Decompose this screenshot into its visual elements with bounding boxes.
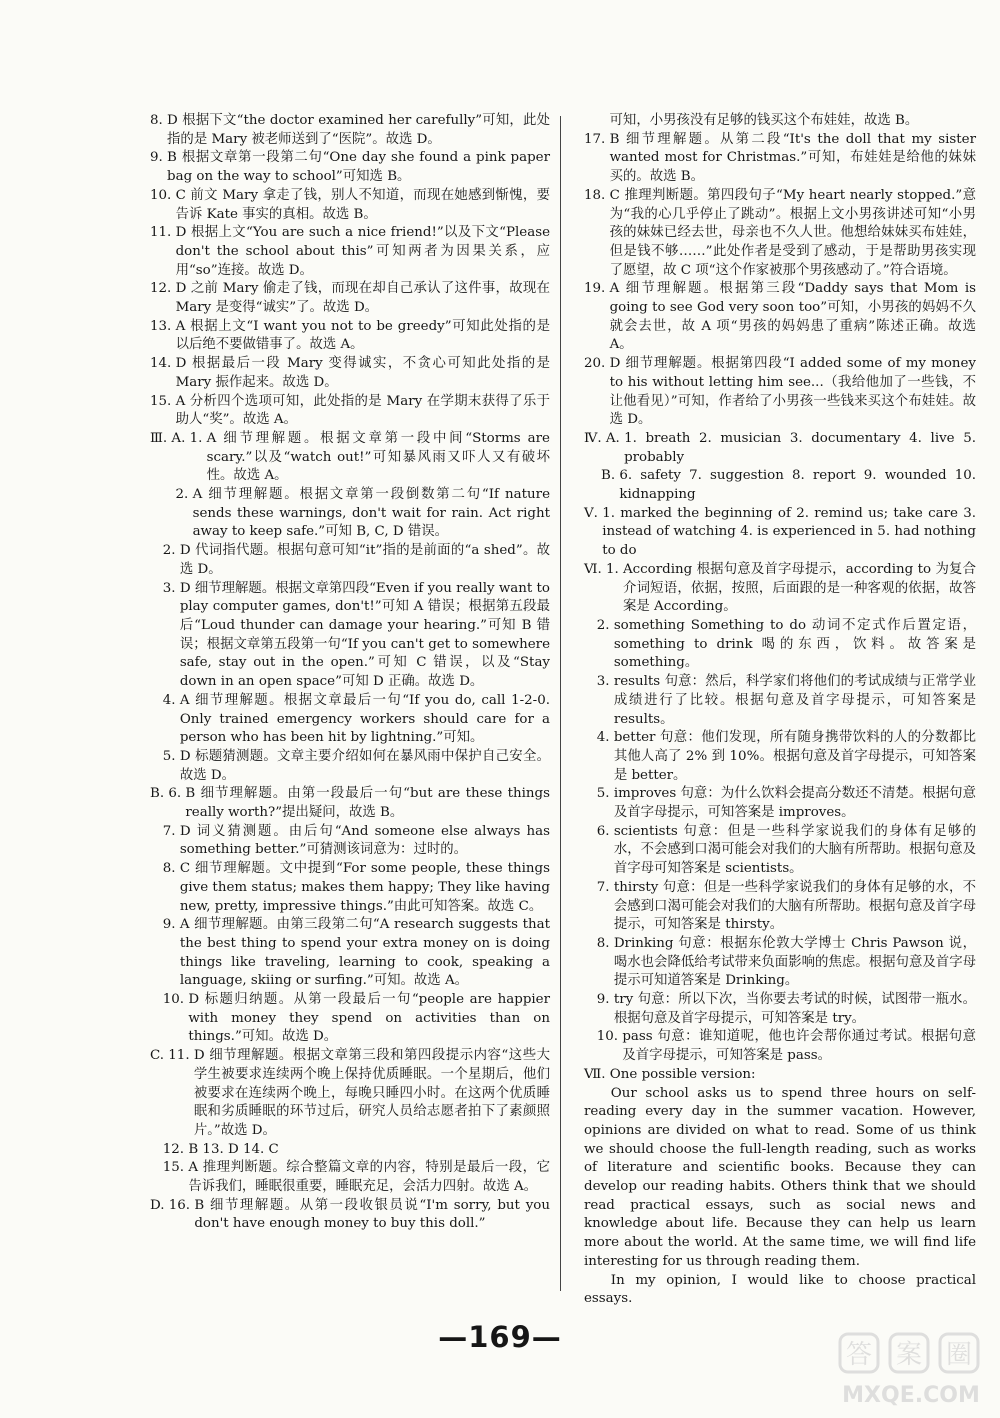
answer-entry (150, 785, 550, 822)
answer-marker: 4. (584, 730, 614, 746)
left-answer-column (150, 112, 550, 1234)
answer-marker: 3. (150, 580, 180, 596)
answer-text: One possible version: (609, 1066, 756, 1082)
answer-entry (584, 467, 976, 504)
answer-text: A 推理判断题。综合整篇文章的内容，特别是最后一段，它告诉我们，睡眠很重要，睡眠充足，会活力四射。故选 A。 (188, 1160, 550, 1195)
answer-entry (150, 280, 550, 317)
answer-marker: 15. (150, 1160, 189, 1176)
answer-marker: Ⅲ. A. 1. (150, 430, 207, 446)
answer-entry (150, 916, 550, 991)
answer-marker: 9. (150, 917, 180, 933)
answer-text: D 细节理解题。根据文章第三段和第四段提示内容“这些大学生被要求连续两个晚上保持优质睡眠。一个星期后，他们被要求在连续两个晚上，每晚只睡四小时。在这两个优质睡眠和劣质睡眠的环节过后，研究人员给志愿者拍下了素颜照片。”故选 D。 (193, 1048, 550, 1138)
answer-entry (584, 131, 976, 187)
answer-text: B 细节理解题。从第二段“It's the doll that my sister wanted most for Christmas.”可知，布娃娃是给他的妹妹买的。故选 B。 (609, 131, 976, 185)
answer-text: Drinking 句意：根据东伦敦大学博士 Chris Pawson 说，喝水也会降低给考试带来负面影响的焦虑。根据句意及首字母提示可知道答案是 Drinking。 (613, 935, 976, 989)
answer-text: scientists 句意：但是一些科学家说我们的身体有足够的水，不会感到口渴可能会对我们的大脑有所帮助。根据句意及首字母可知答案是 scientists。 (613, 823, 976, 877)
answer-entry (584, 823, 976, 879)
answer-entry (150, 1197, 550, 1234)
essay-paragraph: In my opinion, I would like to choose practical essays. (584, 1272, 976, 1307)
watermark-domain: MXQE.COM (842, 1383, 980, 1408)
watermark-graphic (836, 1330, 986, 1410)
answer-text: A 细节理解题。由第三段第二句“A research suggests that the best thing to spend your extra money on is doing things like traveling, learning to cook, speaking a language, skiing or surfing.”可知。故选 A。 (179, 917, 550, 989)
answer-marker: 3. (584, 674, 614, 690)
answer-text: D 标题猜测题。文章主要介绍如何在暴风雨中保护自己安全。故选 D。 (179, 748, 550, 783)
answer-text: B 根据文章第一段第二句“One day she found a pink paper bag on the way to school”可知选 B。 (167, 150, 550, 185)
answer-entry (584, 1066, 976, 1085)
watermark-char-2: 案 (895, 1340, 923, 1370)
answer-entry (584, 991, 976, 1028)
answer-entry (150, 1141, 550, 1160)
answer-text: D 根据下文“the doctor examined her carefully”可知，此处指的是 Mary 被老师送到了“医院”。故选 D。 (167, 113, 550, 147)
answer-text: A 根据上文“I want you not to be greedy”可知此处指的是以后绝不要做错事了。故选 A。 (175, 318, 550, 353)
answer-marker: 4. (150, 692, 180, 708)
answer-entry (584, 673, 976, 729)
answer-entry (584, 355, 976, 430)
answer-text: A 细节理解题。根据第三段“Daddy says that Mom is going to see God very soon too”可知，小男孩的妈妈不久就会去世，故 A 项“男孩的妈妈患了重病”陈述正确。故选 A。 (609, 281, 976, 353)
answer-text: A 分析四个选项可知，此处指的是 Mary 在学期末获得了乐于助人“奖”。故选 A。 (175, 393, 550, 428)
answer-text: 可知，小男孩没有足够的钱买这个布娃娃，故选 B。 (609, 113, 919, 128)
answer-marker: 10. (150, 187, 176, 203)
page-number: —169— (438, 1320, 562, 1354)
answer-entry (150, 224, 550, 280)
answer-text: 1. marked the beginning of 2. remind us; take care 3. instead of watching 4. is experienced in 5. had nothing to do (602, 505, 976, 559)
answer-text: results 句意：然后，科学家们将他们的考试成绩与正常学业成绩进行了比较。根据句意及首字母提示，可知答案是 results。 (613, 674, 976, 727)
answer-marker: 8. (150, 861, 180, 877)
answer-entry (584, 935, 976, 991)
answer-marker: 5. (584, 786, 614, 802)
answer-text: D 标题归纳题。从第一段最后一句“people are happier with money they spend on activities than on things.”可知。故选 D。 (188, 992, 550, 1045)
answer-entry (150, 748, 550, 785)
answer-entry (150, 355, 550, 392)
answer-marker: Ⅴ. (584, 505, 603, 521)
answer-marker: D. 16. (150, 1197, 195, 1213)
answer-text: A 细节理解题。根据文章第一段中间“Storms are scary.”以及“watch out!”可知暴风雨又吓人又有破坏性。故选 A。 (206, 430, 550, 484)
answer-marker: 9. (150, 150, 168, 166)
answer-text: D 细节理解题。根据第四段“I added some of my money to his without letting him see...（我给他加了一些钱，不让他看见）”可知，作者给了小男孩一些钱来买这个布娃娃。故选 D。 (609, 356, 976, 428)
answer-text: C 前文 Mary 拿走了钱，别人不知道，而现在她感到惭愧，要告诉 Kate 事实的真相。故选 B。 (175, 187, 550, 222)
answer-marker (584, 112, 610, 131)
answer-marker: 2. (584, 617, 614, 633)
answer-entry (150, 580, 550, 692)
answer-text: D 细节理解题。根据文章第四段“Even if you really want to play computer games, don't!”可知 A 错误；根据第五段最后“Loud thunder can damage your hearing.”可知 B 错误；根据文章第五段第一句“If you can't get to somewhere safe, stay out in the open.”可知 C 错误，以及“Stay down in an open space”可知 D 正确。故选 D。 (179, 580, 550, 690)
answer-entry (150, 430, 550, 486)
answer-marker: 8. (584, 935, 614, 951)
answer-marker: 15. (150, 393, 176, 409)
answer-entry (584, 561, 976, 617)
answer-entry (150, 318, 550, 355)
answer-entry (584, 785, 976, 822)
answer-entry (584, 505, 976, 561)
answer-text: D 根据上文“You are such a nice friend!”以及下文“Please don't the school about this”可知两者为因果关系，应用“so”连接。故选 D。 (175, 225, 550, 278)
answer-marker: 10. (584, 1029, 623, 1045)
answer-entry (150, 1047, 550, 1141)
answer-marker: 5. (150, 748, 180, 764)
answer-text: try 句意：所以下次，当你要去考试的时候，试图带一瓶水。根据句意及首字母提示，可知答案是 try。 (613, 992, 976, 1026)
column-divider (560, 116, 561, 1291)
answer-text: 1. breath 2. musician 3. documentary 4. live 5. probably (624, 430, 976, 465)
answer-marker: 14. (150, 356, 176, 372)
answer-entry (150, 393, 550, 430)
answer-entry (584, 187, 976, 281)
answer-marker: 17. (584, 131, 610, 147)
answer-entry (150, 823, 550, 860)
answer-text: A 细节理解题。根据文章最后一句“If you do, call 1-2-0. Only trained emergency workers should care for a person who has been hit by lightning.”可知。 (179, 692, 550, 746)
answer-marker: 6. (584, 823, 614, 839)
answer-marker: 7. (150, 823, 180, 839)
answer-text: A 细节理解题。根据文章第一段倒数第二句“If nature sends these warnings, don't wait for rain. Act right away to keep safe.”可知 B, C, D 错误。 (192, 487, 550, 540)
answer-entry (584, 1028, 976, 1065)
answer-text: better 句意：他们发现，所有随身携带饮料的人的分数都比其他人高了 2% 到 10%。根据句意及首字母提示，可知答案是 better。 (613, 730, 976, 783)
answer-entry (150, 1159, 550, 1196)
watermark-char-1: 答 (845, 1340, 873, 1370)
answer-entry (150, 860, 550, 916)
answer-entry (150, 112, 550, 149)
watermark-char-3: 圈 (945, 1340, 973, 1370)
answer-text: something Something to do 动词不定式作后置定语，something to drink 喝的东西，饮料。故答案是 something。 (613, 617, 976, 671)
answer-entry (584, 879, 976, 935)
answer-marker: 2. (150, 487, 193, 503)
answer-marker: C. 11. (150, 1048, 194, 1064)
answer-marker: 10. (150, 992, 189, 1008)
right-answer-column (584, 112, 976, 1309)
answer-marker: Ⅳ. A. (584, 430, 625, 446)
answer-marker: 9. (584, 992, 614, 1008)
answer-marker: 7. (584, 879, 614, 895)
answer-entry (150, 692, 550, 748)
answer-marker: 12. (150, 1141, 189, 1157)
answer-text: B 细节理解题。从第一段收银员说“I'm sorry, but you don't have enough money to buy this doll.” (194, 1197, 550, 1232)
answer-text: B 13. D 14. C (188, 1141, 279, 1157)
answer-entry (584, 430, 976, 467)
answer-text: C 细节理解题。文中提到“For some people, these things give them status; makes them happy; They like having new, pretty, impressive things.”由此可知答案。故选 C。 (179, 861, 550, 914)
answer-entry (150, 991, 550, 1047)
answer-text: D 词义猜测题。由后句“And someone else always has something better.”可猜测该词意为：过时的。 (179, 823, 550, 858)
answer-marker: B. (584, 468, 620, 484)
answer-marker: Ⅵ. 1. (584, 561, 624, 577)
answer-entry (584, 617, 976, 673)
answer-marker: 13. (150, 318, 176, 334)
answer-marker: 19. (584, 281, 610, 297)
answer-text: D 根据最后一段 Mary 变得诚实，不贪心可知此处指的是 Mary 振作起来。故选 D。 (175, 356, 550, 390)
answer-marker: 12. (150, 281, 176, 297)
answer-entry (584, 280, 976, 355)
answer-entry (150, 486, 550, 542)
answer-marker: 8. (150, 113, 168, 128)
answer-marker: B. 6. (150, 786, 186, 802)
answer-marker: 18. (584, 187, 610, 203)
answer-text: D 之前 Mary 偷走了钱，而现在却自己承认了这件事，故现在 Mary 是变得“诚实”了。故选 D。 (175, 281, 550, 316)
answer-entry (584, 112, 976, 131)
answer-text: pass 句意：谁知道呢，他也许会帮你通过考试。根据句意及首字母提示，可知答案是 pass。 (622, 1029, 976, 1064)
answer-text: D 代词指代题。根据句意可知“it”指的是前面的“a shed”。故选 D。 (179, 543, 550, 577)
answer-text: C 推理判断题。第四段句子“My heart nearly stopped.”意为“我的心几乎停止了跳动”。根据上文小男孩讲述可知“小男孩的妹妹已经去世，母亲也不久人世。他想给妹妹买布娃娃，但是钱不够……”此处作者是受到了感动，于是帮助男孩实现了愿望，故 C 项“这个作家被那个男孩感动了。”符合语境。 (609, 187, 976, 278)
answer-marker: 20. (584, 356, 610, 372)
answer-text: B 细节理解题。由第一段最后一句“but are these things really worth?”提出疑问，故选 B。 (185, 786, 550, 821)
answer-text: thirsty 句意：但是一些科学家说我们的身体有足够的水，不会感到口渴可能会对我们的大脑有所帮助。根据句意及首字母提示，可知答案是 thirsty。 (613, 879, 976, 933)
answer-marker: 11. (150, 225, 176, 241)
answer-entry (584, 729, 976, 785)
answer-text: 6. safety 7. suggestion 8. report 9. wounded 10. kidnapping (619, 468, 976, 503)
answer-marker: 2. (150, 543, 180, 559)
answer-logo-watermark (836, 1330, 986, 1410)
answer-entry (150, 187, 550, 224)
answer-entry (150, 542, 550, 579)
essay-paragraph: Our school asks us to spend three hours on self-reading every day in the summer vacation. However, opinions are divided on what to read. Some of us think we should choose the full-length reading, such as works of literature and scientific books. Because they can develop our reading habits. Others think that we should read practical essays, such as social news and knowledge about life. Because they can help us learn more about the world. At the same time, we will find life interesting for us through reading them. (584, 1085, 976, 1269)
answer-marker: Ⅶ. (584, 1066, 610, 1082)
answer-text: According 根据句意及首字母提示，according to 为复合介词短语，依据，按照，后面跟的是一种客观的依据，故答案是 According。 (623, 561, 976, 615)
answer-entry (150, 149, 550, 186)
answer-text: improves 句意：为什么饮料会提高分数还不清楚。根据句意及首字母提示，可知答案是 improves。 (613, 786, 976, 821)
